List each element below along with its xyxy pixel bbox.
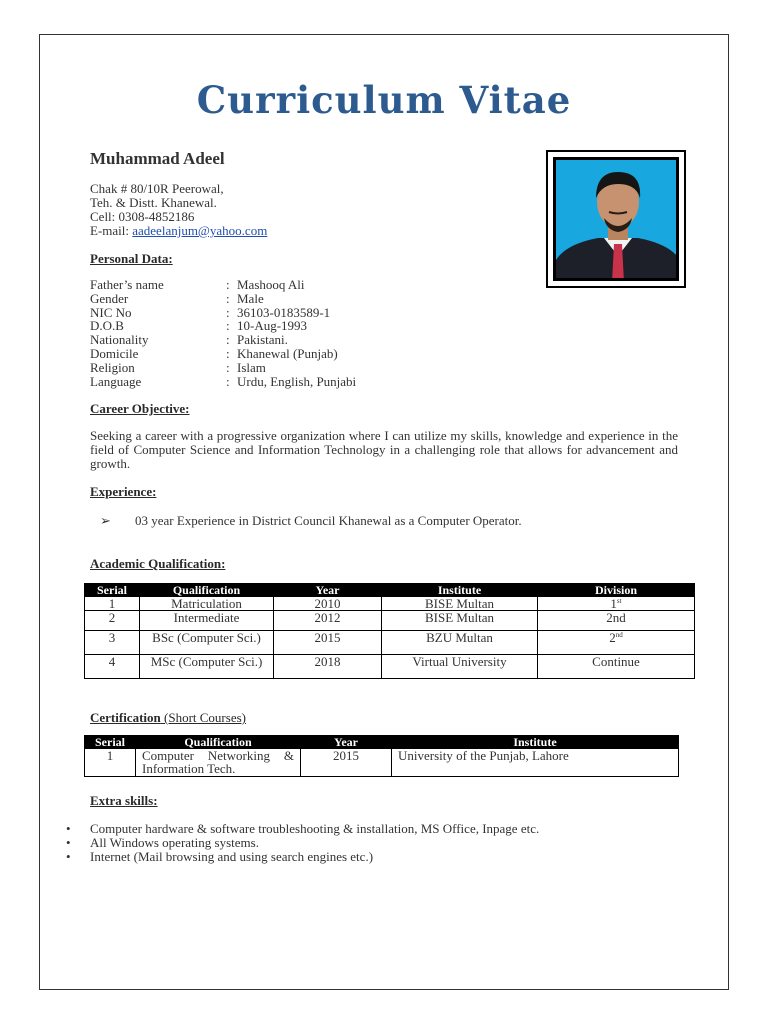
bullet-icon: • (66, 835, 71, 850)
division-suffix: nd (615, 631, 623, 639)
cert-qualification: Computer Networking & Information Tech. (136, 749, 301, 777)
bullet-icon: • (66, 821, 71, 836)
experience-heading: Experience: (90, 484, 157, 499)
acad-serial: 2 (85, 611, 140, 631)
separator-colon: : (226, 277, 230, 292)
personal-data-label: Language (90, 373, 142, 389)
personal-data-label: Nationality (90, 332, 149, 348)
division-value: Continue (592, 654, 640, 669)
address-line-2: Teh. & Distt. Khanewal. (90, 195, 217, 210)
certification-title: Certification (90, 710, 161, 725)
certification-heading (90, 710, 246, 726)
academic-qualification-heading: Academic Qualification: (90, 556, 226, 571)
acad-division (538, 655, 695, 679)
separator-colon: : (226, 290, 230, 306)
personal-data-value: Male (237, 290, 264, 306)
address-line-1: Chak # 80/10R Peerowal, (90, 181, 224, 196)
arrow-bullet-icon: ➢ (100, 513, 111, 528)
acad-qualification: BSc (Computer Sci.) (140, 631, 274, 655)
academic-table (84, 583, 695, 679)
contact-block (90, 182, 267, 238)
personal-data-value: Urdu, English, Punjabi (237, 373, 357, 389)
col-institute: Institute (392, 736, 679, 749)
experience-text: 03 year Experience in District Council Khanewal as a Computer Operator. (135, 513, 522, 528)
acad-year: 2018 (274, 655, 382, 679)
cert-year: 2015 (301, 749, 392, 777)
separator-colon: : (226, 332, 230, 348)
separator-colon: : (226, 345, 230, 361)
skill-text: Computer hardware & software troubleshooting & installation, MS Office, Inpage etc. (90, 821, 540, 836)
acad-division (538, 631, 695, 655)
personal-data-heading: Personal Data: (90, 251, 173, 266)
table-row (85, 655, 695, 679)
division-suffix: st (616, 597, 622, 605)
acad-qualification: Intermediate (140, 611, 274, 631)
email-label: E-mail: (90, 223, 133, 238)
personal-data-label: Father’s name (90, 277, 164, 292)
col-year: Year (274, 584, 382, 597)
cert-serial: 1 (85, 749, 136, 777)
certification-table (84, 735, 679, 777)
candidate-name: Muhammad Adeel (90, 149, 225, 168)
personal-data-value: 10-Aug-1993 (237, 318, 308, 334)
personal-data-value: Pakistani. (237, 332, 288, 348)
separator-colon: : (226, 318, 230, 334)
acad-serial: 4 (85, 655, 140, 679)
cert-institute: University of the Punjab, Lahore (392, 749, 679, 777)
career-objective-heading: Career Objective: (90, 401, 190, 416)
extra-skills-heading: Extra skills: (90, 793, 158, 808)
certification-table-header (85, 736, 679, 749)
separator-colon: : (226, 373, 230, 389)
career-objective-text: Seeking a career with a progressive organization where I can utilize my skills, knowledge and experience in the field of Computer Science and Information Technology in a challenging role that allows for advancement and growth. (90, 428, 678, 471)
experience-item (100, 513, 522, 529)
acad-serial: 1 (85, 597, 140, 611)
acad-year: 2012 (274, 611, 382, 631)
col-qualification: Qualification (136, 736, 301, 749)
col-year: Year (301, 736, 392, 749)
separator-colon: : (226, 304, 230, 320)
division-value: 2 (609, 630, 616, 645)
personal-data-value: Islam (237, 359, 266, 375)
acad-institute: Virtual University (382, 655, 538, 679)
document-title: Curriculum Vitae (196, 78, 572, 122)
acad-division (538, 611, 695, 631)
acad-year: 2010 (274, 597, 382, 611)
bullet-icon: • (66, 849, 71, 864)
division-value: 1 (610, 596, 617, 611)
email-link[interactable]: aadeelanjum@yahoo.com (132, 223, 268, 238)
col-qualification: Qualification (140, 584, 274, 597)
acad-qualification: MSc (Computer Sci.) (140, 655, 274, 679)
personal-data-value: Mashooq Ali (237, 277, 305, 292)
col-serial: Serial (85, 584, 140, 597)
division-value: 2nd (606, 610, 626, 625)
certification-subtitle: (Short Courses) (160, 710, 246, 725)
profile-photo (553, 157, 679, 281)
separator-colon: : (226, 359, 230, 375)
profile-photo-frame (546, 150, 686, 288)
acad-division (538, 597, 695, 611)
personal-data-value: Khanewal (Punjab) (237, 345, 338, 361)
col-serial: Serial (85, 736, 136, 749)
skill-text: All Windows operating systems. (90, 835, 259, 850)
acad-year: 2015 (274, 631, 382, 655)
acad-institute: BISE Multan (382, 597, 538, 611)
table-row (85, 611, 695, 631)
table-row (85, 631, 695, 655)
personal-data-label: Gender (90, 290, 129, 306)
acad-institute: BZU Multan (382, 631, 538, 655)
personal-data-label: Religion (90, 359, 135, 375)
personal-data-label: Domicile (90, 345, 139, 361)
acad-qualification: Matriculation (140, 597, 274, 611)
personal-data-label: NIC No (90, 304, 132, 320)
cell-number: Cell: 0308-4852186 (90, 209, 195, 224)
table-row (85, 597, 695, 611)
personal-data-label: D.O.B (90, 318, 124, 334)
skill-text: Internet (Mail browsing and using search engines etc.) (90, 849, 374, 864)
personal-data-value: 36103-0183589-1 (237, 304, 331, 320)
acad-institute: BISE Multan (382, 611, 538, 631)
academic-table-header (85, 584, 695, 597)
col-division: Division (538, 584, 695, 597)
table-row (85, 749, 679, 777)
email-line (90, 224, 267, 238)
acad-serial: 3 (85, 631, 140, 655)
portrait-image (556, 160, 679, 281)
col-institute: Institute (382, 584, 538, 597)
